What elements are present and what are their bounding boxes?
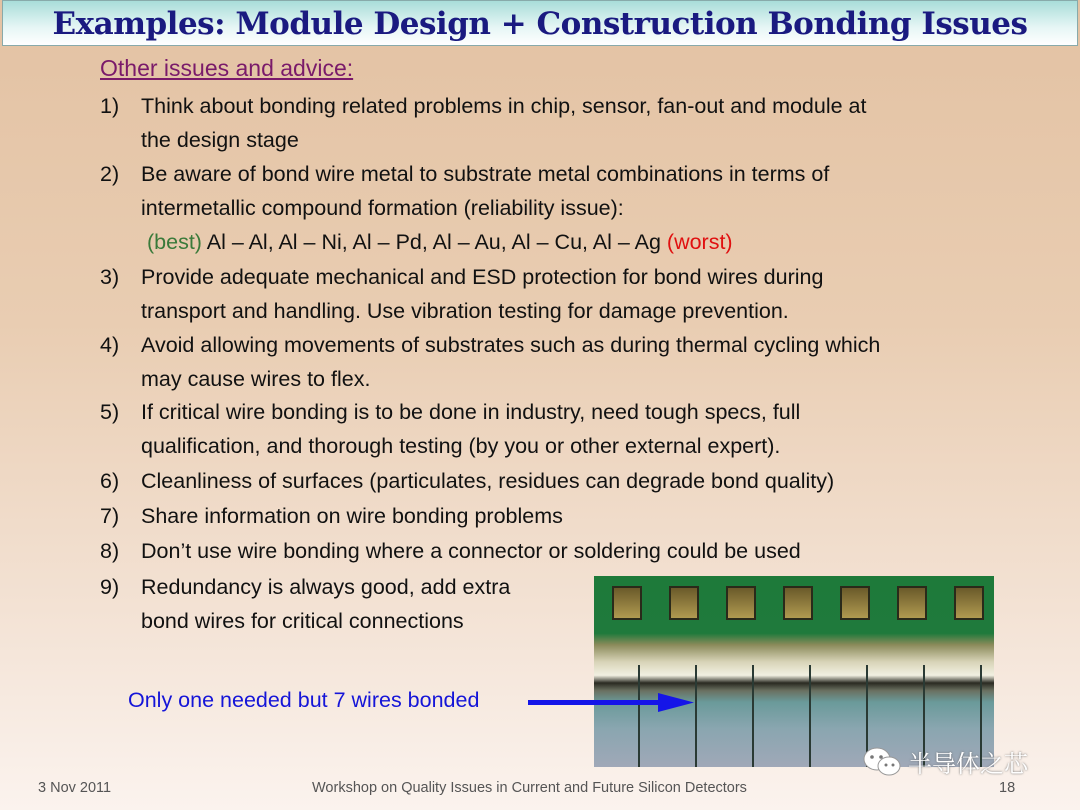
- sensor-divider: [638, 665, 640, 767]
- wechat-icon: [862, 746, 902, 778]
- item-text: Think about bonding related problems in chip, sensor, fan-out and module at: [141, 94, 867, 118]
- item-number: 1): [100, 94, 120, 118]
- slide-title-bar: [2, 0, 1078, 46]
- chip-pad: [840, 586, 870, 620]
- chip-pad: [897, 586, 927, 620]
- item-text: If critical wire bonding is to be done in industry, need tough specs, full: [141, 400, 801, 424]
- metal-list: Al – Al, Al – Ni, Al – Pd, Al – Au, Al – Cu, Al – Ag: [201, 230, 667, 254]
- item-text: transport and handling. Use vibration testing for damage prevention.: [141, 299, 789, 323]
- item-text: may cause wires to flex.: [141, 367, 371, 391]
- item-number: 9): [100, 575, 120, 599]
- item-number: 5): [100, 400, 120, 424]
- chip-pad: [954, 586, 984, 620]
- watermark: [862, 744, 1028, 779]
- item-number: 4): [100, 333, 120, 357]
- chip-pad: [726, 586, 756, 620]
- worst-label: (worst): [666, 230, 733, 254]
- item-number: 6): [100, 469, 120, 493]
- section-heading: Other issues and advice:: [100, 55, 354, 81]
- item-number: 7): [100, 504, 120, 528]
- photo-caption: Only one needed but 7 wires bonded: [128, 688, 480, 712]
- item-text: Be aware of bond wire metal to substrate metal combinations in terms of: [141, 162, 830, 186]
- item-number: 8): [100, 539, 120, 563]
- item-text: Cleanliness of surfaces (particulates, residues can degrade bond quality): [141, 469, 835, 493]
- item-text: Provide adequate mechanical and ESD protection for bond wires during: [141, 265, 824, 289]
- item-text: the design stage: [141, 128, 299, 152]
- sensor-divider: [752, 665, 754, 767]
- footer-page-number: 18: [999, 780, 1016, 796]
- item-text: Share information on wire bonding problems: [141, 504, 563, 528]
- slide-title: Examples: Module Design + Construction Bonding Issues: [52, 6, 1028, 42]
- item-number: 3): [100, 265, 120, 289]
- item-text: intermetallic compound formation (reliability issue):: [141, 196, 624, 220]
- watermark-text: 半导体之芯: [908, 750, 1028, 778]
- sensor-divider: [809, 665, 811, 767]
- chip-pad: [612, 586, 642, 620]
- item-text: qualification, and thorough testing (by you or other external expert).: [141, 434, 781, 458]
- chip-pad: [669, 586, 699, 620]
- metal-combinations: [147, 226, 733, 259]
- item-number: 2): [100, 162, 120, 186]
- chip-pad: [783, 586, 813, 620]
- footer-date: 3 Nov 2011: [38, 780, 112, 796]
- best-label: (best): [147, 230, 202, 254]
- wire-bond-photo: [594, 576, 994, 767]
- item-text: Don’t use wire bonding where a connector or soldering could be used: [141, 539, 801, 563]
- item-text: Redundancy is always good, add extra: [141, 575, 511, 599]
- footer-workshop: Workshop on Quality Issues in Current and Future Silicon Detectors: [312, 780, 747, 796]
- sensor-divider: [695, 665, 697, 767]
- item-text: Avoid allowing movements of substrates such as during thermal cycling which: [141, 333, 881, 357]
- item-text: bond wires for critical connections: [141, 609, 464, 633]
- arrow-icon: [528, 693, 696, 713]
